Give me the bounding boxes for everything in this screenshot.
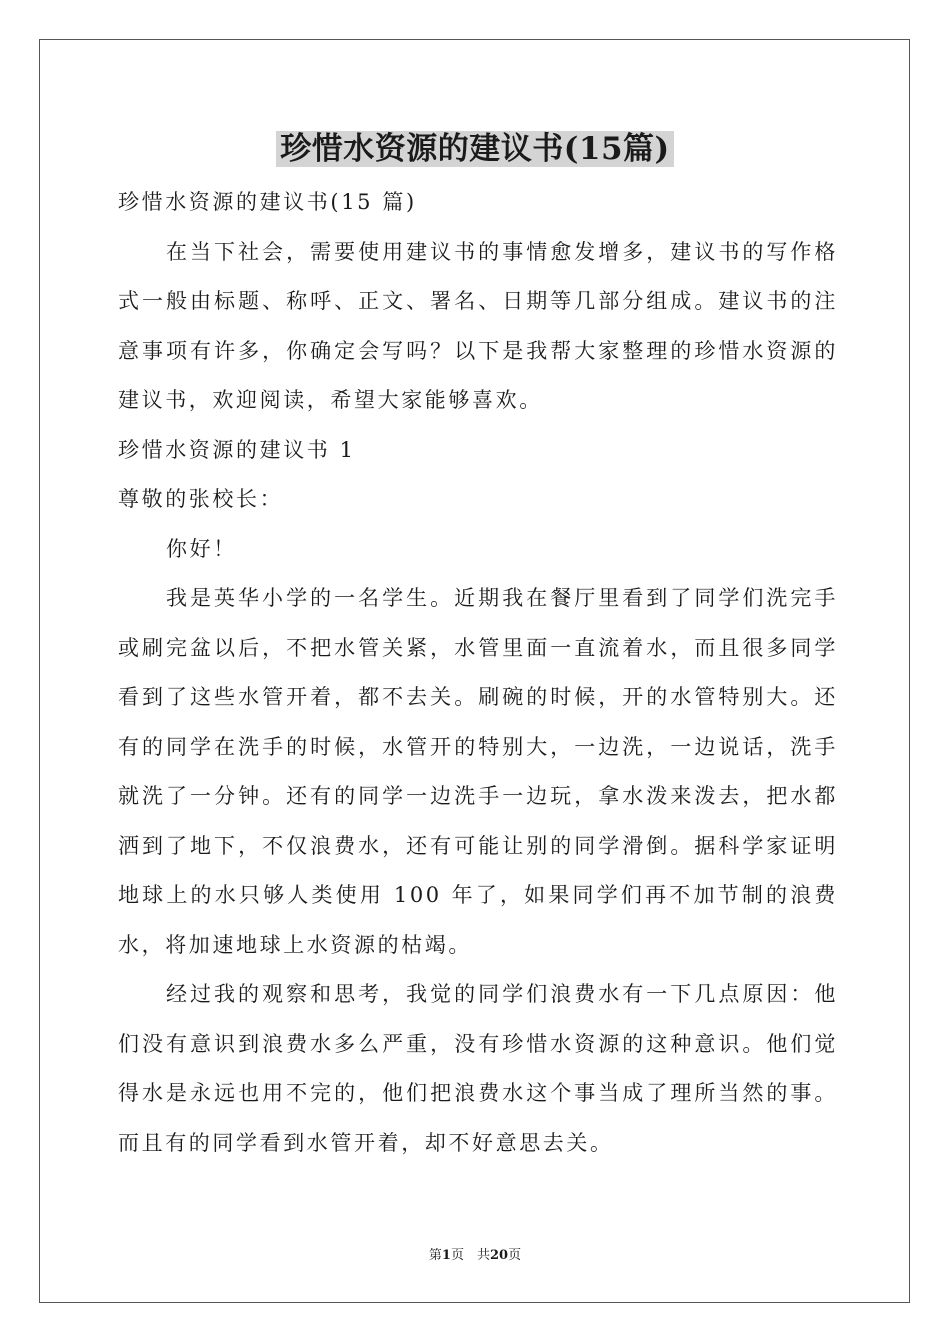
page-total-number: 20 <box>489 1248 509 1263</box>
page-footer <box>0 1247 950 1265</box>
page-label-suffix: 页 <box>508 1248 522 1263</box>
document-body <box>118 178 838 1168</box>
page-current-number: 1 <box>441 1248 451 1263</box>
page-label-mid: 页 共 <box>450 1248 490 1263</box>
salutation-line: 尊敬的张校长： <box>118 487 284 511</box>
body-paragraph-1: 我是英华小学的一名学生。近期我在餐厅里看到了同学们洗完手或刷完盆以后，不把水管关紧，水管里面一直流着水，而且很多同学看到了这些水管开着，都不去关。刷碗的时候，开的水管特别大。还有的同学在洗手的时候，水管开的特别大，一边洗，一边说话，洗手就洗了一分钟。还有的同学一边洗手一边玩，拿水泼来泼去，把水都洒到了地下，不仅浪费水，还有可能让别的同学滑倒。据科学家证明地球上的水只够人类使用 100 年了，如果同学们再不加节制的浪费水，将加速地球上水资源的枯竭。 <box>118 586 838 957</box>
document-title <box>0 128 950 170</box>
body-paragraph-2: 经过我的观察和思考，我觉的同学们浪费水有一下几点原因：他们没有意识到浪费水多么严重，没有珍惜水资源的这种意识。他们觉得水是永远也用不完的，他们把浪费水这个事当成了理所当然的事。而且有的同学看到水管开着，却不好意思去关。 <box>118 982 838 1155</box>
subtitle-line: 珍惜水资源的建议书(15 篇) <box>118 190 417 214</box>
page-label-prefix: 第 <box>428 1248 442 1263</box>
intro-paragraph: 在当下社会，需要使用建议书的事情愈发增多，建议书的写作格式一般由标题、称呼、正文、署名、日期等几部分组成。建议书的注意事项有许多，你确定会写吗？以下是我帮大家整理的珍惜水资源的建议书，欢迎阅读，希望大家能够喜欢。 <box>118 239 838 412</box>
greeting-line: 你好！ <box>166 536 237 561</box>
document-title-text: 珍惜水资源的建议书(15篇) <box>276 131 673 167</box>
section-heading: 珍惜水资源的建议书 1 <box>118 437 356 462</box>
